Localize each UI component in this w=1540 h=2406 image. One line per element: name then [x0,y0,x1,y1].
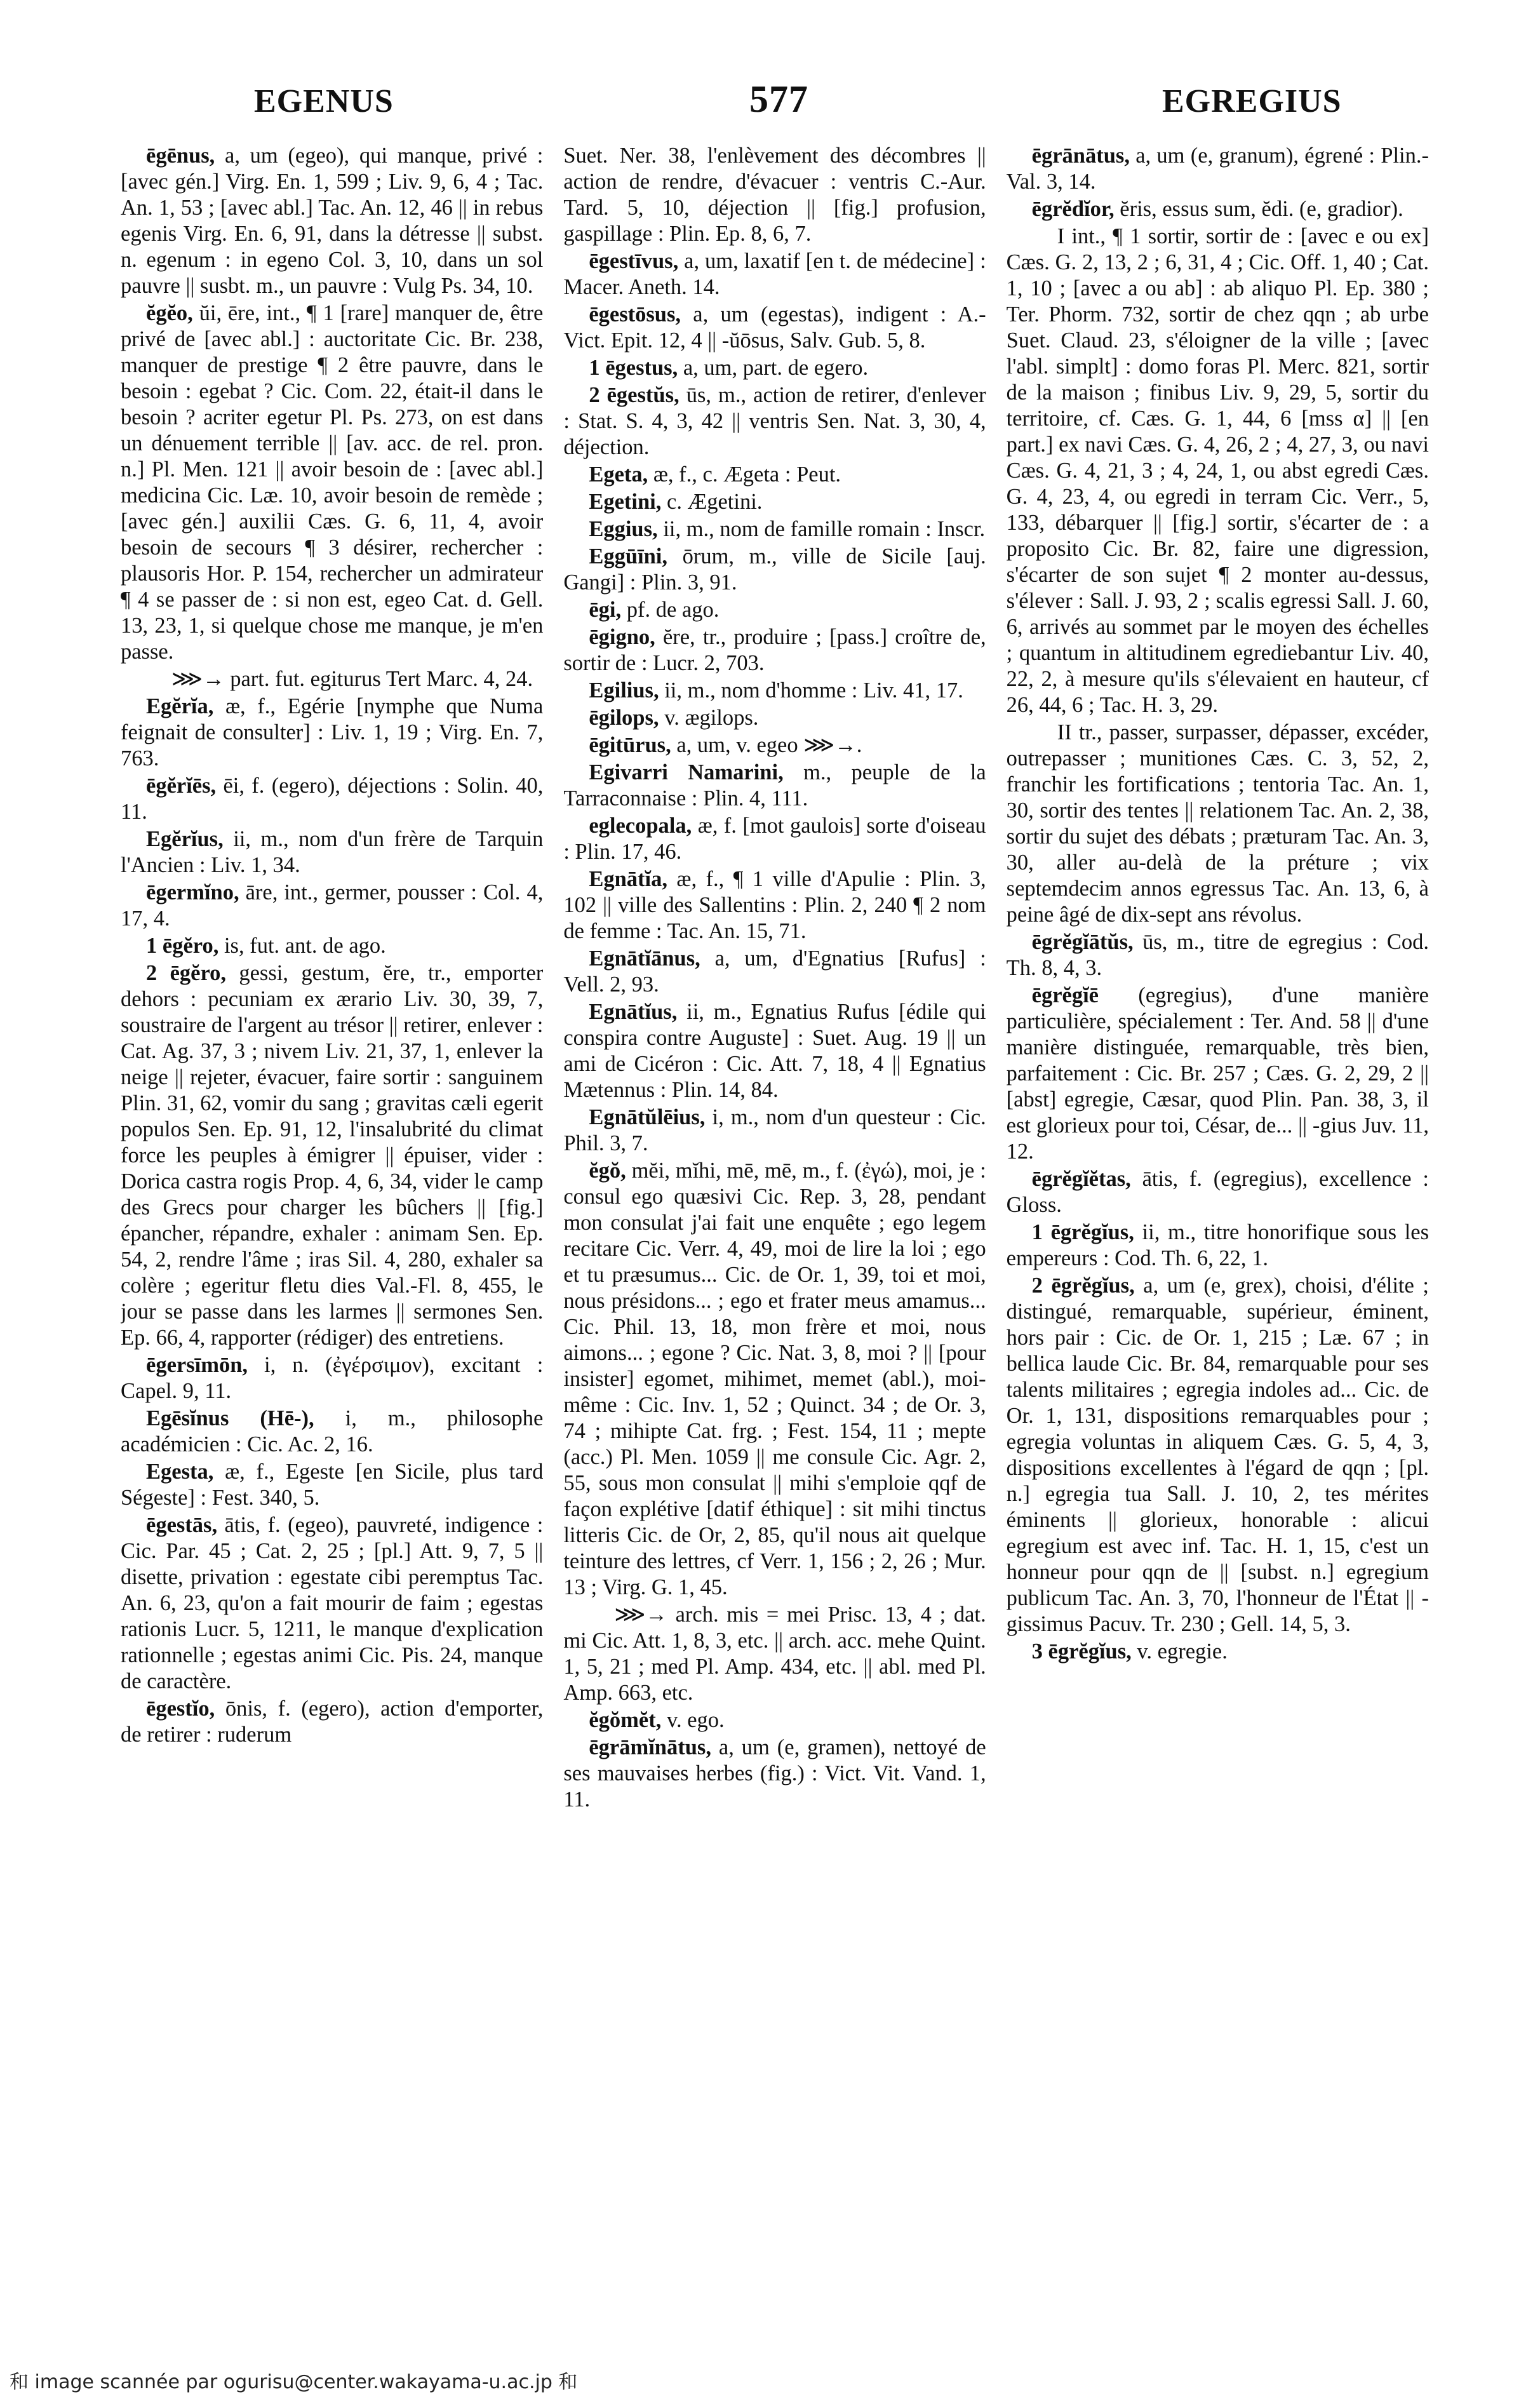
dictionary-entry [121,1696,543,1748]
headword: Eggius, [589,517,658,541]
dictionary-entry [121,143,543,299]
dictionary-entry [563,705,986,731]
dictionary-entry [1007,143,1429,195]
entry-definition: āre, int., germer, pousser : Col. 4, 17, 4. [121,880,544,931]
entry-definition: ŭi, ēre, int., ¶ 1 [rare] manquer de, être privé de [avec abl.] : auctoritate Cic. Br. 238, manquer de prestige ¶ 2 être pauvre, dans le besoin : egebat ? Cic. Com. 22, était-il dans le besoin ? acriter egetur Pl. Ps. 273, on est dans un dénuement terrible || [av. acc. de rel. pron. n.] Pl. Men. 121 || avoir besoin de : [avec abl.] medicina Cic. Læ. 10, avoir besoin de remède ; [avec gén.] auxilii Cæs. G. 6, 11, 4, avoir besoin de secours ¶ 3 désirer, rechercher : plausoris Hor. P. 154, rechercher un admirateur ¶ 4 se passer de : si non est, egeo Cat. d. Gell. 13, 23, 1, si quelque chose me manque, je m'en passe. [121,301,544,664]
dictionary-entry [1007,983,1429,1165]
headword: Egĕrĭa, [146,694,214,718]
dictionary-entry [121,1406,543,1458]
headword: ēgrĕgĭĕtas, [1031,1167,1131,1191]
entry-definition: a, um (egeo), qui manque, privé : [avec gén.] Virg. En. 1, 599 ; Liv. 9, 6, 4 ; Tac. An. 1, 53 ; [avec abl.] Tac. An. 12, 46 || in rebus egenis Virg. En. 6, 91, dans la détresse || subst. n. egenum : in egeno Col. 3, 10, dans un sol pauvre || susbt. m., un pauvre : Vulg Ps. 34, 10. [121,144,544,298]
dictionary-entry [121,933,543,959]
entry-definition: c. Ægetini. [661,490,763,514]
headword: Egnātŭlēius, [589,1105,706,1129]
dictionary-entry [121,666,543,692]
dictionary-entry [563,1707,986,1733]
entry-definition: gessi, gestum, ĕre, tr., emporter dehors : pecuniam ex ærario Liv. 30, 39, 7, soustraire de l'argent au trésor || retirer, enlever : Cat. Ag. 37, 3 ; nivem Liv. 21, 37, 1, enlever la neige || rejeter, évacuer, faire sortir : sanguinem Plin. 31, 62, vomir du sang ; gravitas cæli egerit populos Sen. Ep. 91, 12, l'insalubrité du climat force les peuples à émigrer || épuiser, vider : Dorica castra rogis Prop. 4, 6, 34, vider le camp des Grecs pour charger les bûchers || [fig.] épancher, répandre, exhaler : animam Sen. Ep. 54, 2, rendre l'âme ; iras Sil. 4, 280, exhaler sa colère ; egeritur fletu dies Val.-Fl. 8, 455, le jour se passe dans les larmes || sermones Sen. Ep. 66, 4, rapporter (rédiger) des entretiens. [121,961,544,1350]
entry-definition: ⋙→ arch. mis = mei Prisc. 13, 4 ; dat. mi Cic. Att. 1, 8, 3, etc. || arch. acc. mehe Quint. 1, 5, 21 ; med Pl. Amp. 434, etc. || abl. med Pl. Amp. 663, etc. [563,1603,986,1705]
dictionary-entry [563,302,986,354]
dictionary-entry [1007,1639,1429,1665]
entry-definition: ōrum, m., ville de Sicile [auj. Gangi] : Plin. 3, 91. [563,544,986,595]
entry-definition: m., peuple de la Tarraconnaise : Plin. 4, 111. [563,760,986,810]
entry-definition: æ, f., Egeste [en Sicile, plus tard Ségeste] : Fest. 340, 5. [121,1460,544,1510]
column-left [121,143,543,2341]
entry-definition: æ, f., Egérie [nymphe que Numa feignait de consulter] : Liv. 1, 19 ; Virg. En. 7, 763. [121,694,544,770]
headword: Egnātĭus, [589,1000,678,1024]
running-head-left: EGENUS [254,83,394,119]
dictionary-entry [563,732,986,758]
headword: 2 ēgĕro, [146,961,227,985]
headword: Egesta, [146,1460,214,1484]
entry-definition: ūs, m., titre de egregius : Cod. Th. 8, 4, 3. [1006,930,1429,980]
headword: ēgĕrĭēs, [146,774,217,798]
dictionary-entry [563,544,986,596]
dictionary-entry [563,489,986,515]
entry-definition: ii, m., nom d'un frère de Tarquin l'Ancien : Liv. 1, 34. [121,827,544,877]
entry-definition: i, m., nom d'un questeur : Cic. Phil. 3, 7. [563,1105,986,1155]
headword: 2 ēgrĕgĭus, [1031,1274,1135,1298]
dictionary-entry [563,678,986,704]
dictionary-entry [121,880,543,932]
dictionary-entry [1007,720,1429,928]
dictionary-entry [563,1158,986,1601]
headword: ēgrĕdĭor, [1031,197,1115,221]
entry-definition: mĕi, mĭhi, mē, mē, m., f. (ἐγώ), moi, je : consul ego quæsivi Cic. Rep. 3, 28, pendant mon consulat j'ai fait une enquête ; ego legem recitare Cic. Verr. 4, 49, moi de lire la loi ; ego et tu præsumus... Cic. de Or. 1, 39, toi et moi, nous présidons... ; ego et frater meus amamus... Cic. Phil. 13, 18, mon frère et moi, nous aimons... ; egone ? Cic. Nat. 3, 8, moi ? || [pour insister] egomet, mihimet, memet (abl.), moi-même : Cic. Inv. 1, 52 ; Quinct. 34 ; de Or. 3, 74 ; mihipte Cat. frg. ; Fest. 154, 11 ; mepte (acc.) Pl. Men. 1059 || me consule Cic. Agr. 2, 55, sous mon consulat || mihi s'emploie qqf de façon explétive [datif éthique] : sit mihi tinctus litteris Cic. de Or, 2, 85, qu'il nous ait quelque teinture des lettres, cf Verr. 1, 156 ; 2, 26 ; Mur. 13 ; Virg. G. 1, 45. [563,1159,986,1599]
entry-definition: Suet. Ner. 38, l'enlèvement des décombres || action de rendre, d'évacuer : ventris C.-Aur. Tard. 5, 10, déjection || [fig.] profusion, gaspillage : Plin. Ep. 8, 6, 7. [563,144,986,246]
dictionary-entry [121,1459,543,1511]
entry-definition: a, um, v. egeo ⋙→. [671,733,862,757]
headword: ēgersīmōn, [146,1353,248,1377]
dictionary-entry [563,382,986,460]
entry-definition: a, um (e, grex), choisi, d'élite ; distingué, remarquable, supérieur, éminent, hors pair : Cic. de Or. 1, 215 ; Læ. 67 ; in bellica laude Cic. Br. 84, remarquable pour ses talents militaires ; egregia indoles ad... Cic. de Or. 1, 131, dispositions remarquables pour ; egregia voluntas in aliquem Cæs. G. 5, 4, 3, dispositions excellentes à l'égard de qqn ; [pl. n.] egregia tua Sall. J. 10, 2, tes mérites éminents || glorieux, honorable : alicui egregium est avec inf. Tac. H. 1, 15, c'est un honneur pour qqn de || [subst. n.] egregium publicum Tac. An. 3, 70, l'honneur de l'État || -gissimus Pacuv. Tr. 230 ; Gell. 14, 5, 3. [1006,1274,1429,1636]
entry-definition: a, um (e, granum), égrené : Plin.-Val. 3, 14. [1006,144,1429,194]
entry-definition: a, um (egestas), indigent : A.-Vict. Epit. 12, 4 || -ŭōsus, Salv. Gub. 5, 8. [563,302,986,353]
dictionary-entry [563,516,986,542]
entry-definition: ātis, f. (egeo), pauvreté, indigence : Cic. Par. 45 ; Cat. 2, 25 ; [pl.] Att. 9, 7, 5 || disette, privation : egestate cibi peremptus Tac. An. 6, 23, qu'on a fait mourir de faim ; egestas rationis Lucr. 5, 1211, le manque d'explication rationnelle ; egestas animi Cic. Pis. 24, manque de caractère. [121,1513,544,1693]
entry-definition: æ, f. [mot gaulois] sorte d'oiseau : Plin. 17, 46. [563,814,986,864]
headword: ēgestīvus, [589,249,679,273]
entry-definition: i, m., philosophe académicien : Cic. Ac. 2, 16. [121,1406,544,1456]
dictionary-entry [563,946,986,998]
headword: ēgestōsus, [589,302,681,326]
dictionary-entry [563,1602,986,1706]
entry-definition: ĕre, tr., produire ; [pass.] croître de, sortir de : Lucr. 2, 703. [563,625,986,675]
headword: Eggūīni, [589,544,668,568]
entry-definition: pf. de ago. [621,598,720,622]
entry-definition: ii, m., titre honorifique sous les empereurs : Cod. Th. 6, 22, 1. [1006,1220,1429,1270]
headword: ĕgŏ, [589,1159,626,1183]
entry-definition: v. ego. [661,1708,725,1732]
dictionary-entry [121,773,543,825]
entry-definition: ii, m., nom d'homme : Liv. 41, 17. [659,678,963,702]
headword: 1 ēgĕro, [146,934,219,958]
dictionary-entry [563,1735,986,1813]
entry-definition: i, n. (ἐγέρσιμον), excitant : Capel. 9, 11. [121,1353,544,1403]
entry-definition: a, um, part. de egero. [678,356,869,380]
entry-definition: a, um, laxatif [en t. de médecine] : Macer. Aneth. 14. [563,249,986,299]
dictionary-entry [563,813,986,865]
entry-definition: ōnis, f. (egero), action d'emporter, de retirer : ruderum [121,1697,544,1747]
dictionary-entry [121,300,543,665]
headword: ēgigno, [589,625,655,649]
headword: Egnātĭānus, [589,946,700,971]
entry-definition: ⋙→ part. fut. egiturus Tert Marc. 4, 24. [171,667,533,691]
dictionary-entry [121,1352,543,1404]
headword: Egeta, [589,462,648,487]
headword: 3 ēgrĕgĭus, [1031,1639,1132,1663]
headword: Egetini, [589,490,662,514]
headword: 1 ēgestus, [589,356,678,380]
dictionary-entry [563,624,986,676]
entry-definition: ii, m., nom de famille romain : Inscr. [657,517,986,541]
entry-definition: æ, f., ¶ 1 ville d'Apulie : Plin. 3, 102 || ville des Sallentins : Plin. 2, 240 ¶ 2 nom de femme : Tac. An. 15, 71. [563,867,986,943]
headword: 1 ēgrĕgĭus, [1031,1220,1134,1244]
dictionary-entry [563,999,986,1103]
headword: ēgēnus, [146,144,215,168]
entry-definition: v. ægilops. [659,706,759,730]
headword: 2 ēgestŭs, [589,383,680,407]
dictionary-entry [1007,929,1429,981]
dictionary-entry [121,826,543,878]
headword: Egēsĭnus (Hē-), [146,1406,314,1430]
headword: ēgitūrus, [589,733,671,757]
headword: ĕgĕo, [146,301,193,325]
headword: ēgrāmĭnātus, [589,1735,711,1759]
entry-definition: ūs, m., action de retirer, d'enlever : Stat. S. 4, 3, 42 || ventris Sen. Nat. 3, 30, 4, déjection. [563,383,986,459]
entry-definition: ii, m., Egnatius Rufus [édile qui conspira contre Auguste] : Suet. Aug. 19 || un ami de Cicéron : Cic. Att. 7, 18, 4 || Egnatius Mætennus : Plin. 14, 84. [563,1000,986,1102]
headword: ēgi, [589,598,622,622]
entry-definition: a, um (e, gramen), nettoyé de ses mauvaises herbes (fig.) : Vict. Vit. Vand. 1, 11. [563,1735,986,1811]
entry-definition: ātis, f. (egregius), excellence : Gloss. [1006,1167,1429,1217]
text-columns [121,143,1429,2341]
headword: ēgrĕgĭē [1031,983,1099,1007]
entry-definition: v. egregie. [1131,1639,1228,1663]
entry-definition: a, um, d'Egnatius [Rufus] : Vell. 2, 93. [563,946,986,997]
headword: Egilius, [589,678,659,702]
headword: ēgrānātus, [1031,144,1130,168]
dictionary-entry [563,597,986,623]
running-head [0,64,1540,140]
dictionary-entry [563,355,986,381]
dictionary-entry [1007,224,1429,718]
headword: ēgrĕgĭātŭs, [1031,930,1134,954]
dictionary-entry [1007,1166,1429,1218]
headword: eglecopala, [589,814,692,838]
headword: ēgestĭo, [146,1697,215,1721]
headword: ĕgŏmĕt, [589,1708,662,1732]
entry-definition: is, fut. ant. de ago. [218,934,386,958]
entry-definition: II tr., passer, surpasser, dépasser, excéder, outrepasser ; munitiones Cæs. C. 3, 52, 2, franchir les fortifications ; tentoria Tac. An. 1, 30, sortir des tentes || relationem Tac. An. 2, 38, sortir du sujet des débats ; præturam Tac. An. 3, 30, aller au-delà de la préture ; vix septemdecim annos egressus Tac. An. 13, 6, à peine âgé de dix-sept ans révolus. [1006,720,1429,927]
dictionary-entry [563,760,986,812]
headword: ēgermĭno, [146,880,239,904]
headword: Egĕrĭus, [146,827,224,851]
column-right [1007,143,1429,2341]
entry-definition: æ, f., c. Ægeta : Peut. [648,462,841,487]
headword: Egnātĭa, [589,867,667,891]
headword: ēgilops, [589,706,659,730]
dictionary-entry [563,462,986,488]
dictionary-entry [563,248,986,300]
column-middle [563,143,986,2341]
page-number: 577 [749,78,808,120]
scan-credit: 和 image scannée par ogurisu@center.wakayama-u.ac.jp 和 [10,2371,578,2393]
dictionary-entry [121,694,543,772]
dictionary-entry [1007,1273,1429,1637]
entry-definition: I int., ¶ 1 sortir, sortir de : [avec e ou ex] Cæs. G. 2, 13, 2 ; 6, 31, 4 ; Cic. Off. 1, 40 ; Cat. 1, 10 ; [avec a ou ab] : ab aliquo Pl. Ep. 380 ; Ter. Phorm. 732, sortir de chez qqn ; ab urbe Suet. Claud. 23, s'éloigner de la ville ; [avec l'abl. simplt] : domo foras Pl. Merc. 821, sortir de la maison ; finibus Liv. 9, 29, 5, sortir du territoire, cf. Cæs. G. 1, 44, 6 [mss α] || [en part.] ex navi Cæs. G. 4, 26, 2 ; 4, 27, 3, ou navi Cæs. G. 4, 21, 3 ; 4, 24, 1, ou abst egredi Cæs. G. 4, 23, 4, ou egredi in terram Cic. Verr., 5, 133, débarquer || [fig.] sortir, s'écarter de : a proposito Cic. Br. 82, faire une digression, s'écarter de son sujet ¶ 2 monter au-dessus, s'élever : Sall. J. 93, 2 ; scalis egressi Sall. J. 60, 6, arrivés au sommet par le moyen des échelles ; quantum in altitudinem egrediebantur Liv. 40, 22, 2, à mesure qu'ils s'élevaient en hauteur, cf 26, 44, 6 ; Tac. H. 3, 29. [1006,224,1429,717]
entry-definition: (egregius), d'une manière particulière, spécialement : Ter. And. 58 || d'une manière distinguée, remarquable, très bien, parfaitement : Cic. Br. 257 ; Cæs. G. 2, 29, 2 || [abst] egregie, Cæsar, quod Plin. Pan. 38, 3, il est glorieux pour toi, César, de... || -gius Juv. 11, 12. [1006,983,1429,1164]
dictionary-entry [563,1105,986,1157]
dictionary-entry [121,960,543,1351]
entry-definition: ēi, f. (egero), déjections : Solin. 40, 11. [121,774,544,824]
dictionary-entry [1007,1220,1429,1272]
dictionary-entry [1007,196,1429,222]
dictionary-entry [563,143,986,247]
headword: Egivarri Namarini, [589,760,784,784]
entry-definition: ĕris, essus sum, ĕdi. (e, gradior). [1114,197,1403,221]
running-head-right: EGREGIUS [1162,83,1342,119]
dictionary-entry [121,1512,543,1695]
headword: ēgestās, [146,1513,218,1537]
dictionary-entry [563,866,986,944]
